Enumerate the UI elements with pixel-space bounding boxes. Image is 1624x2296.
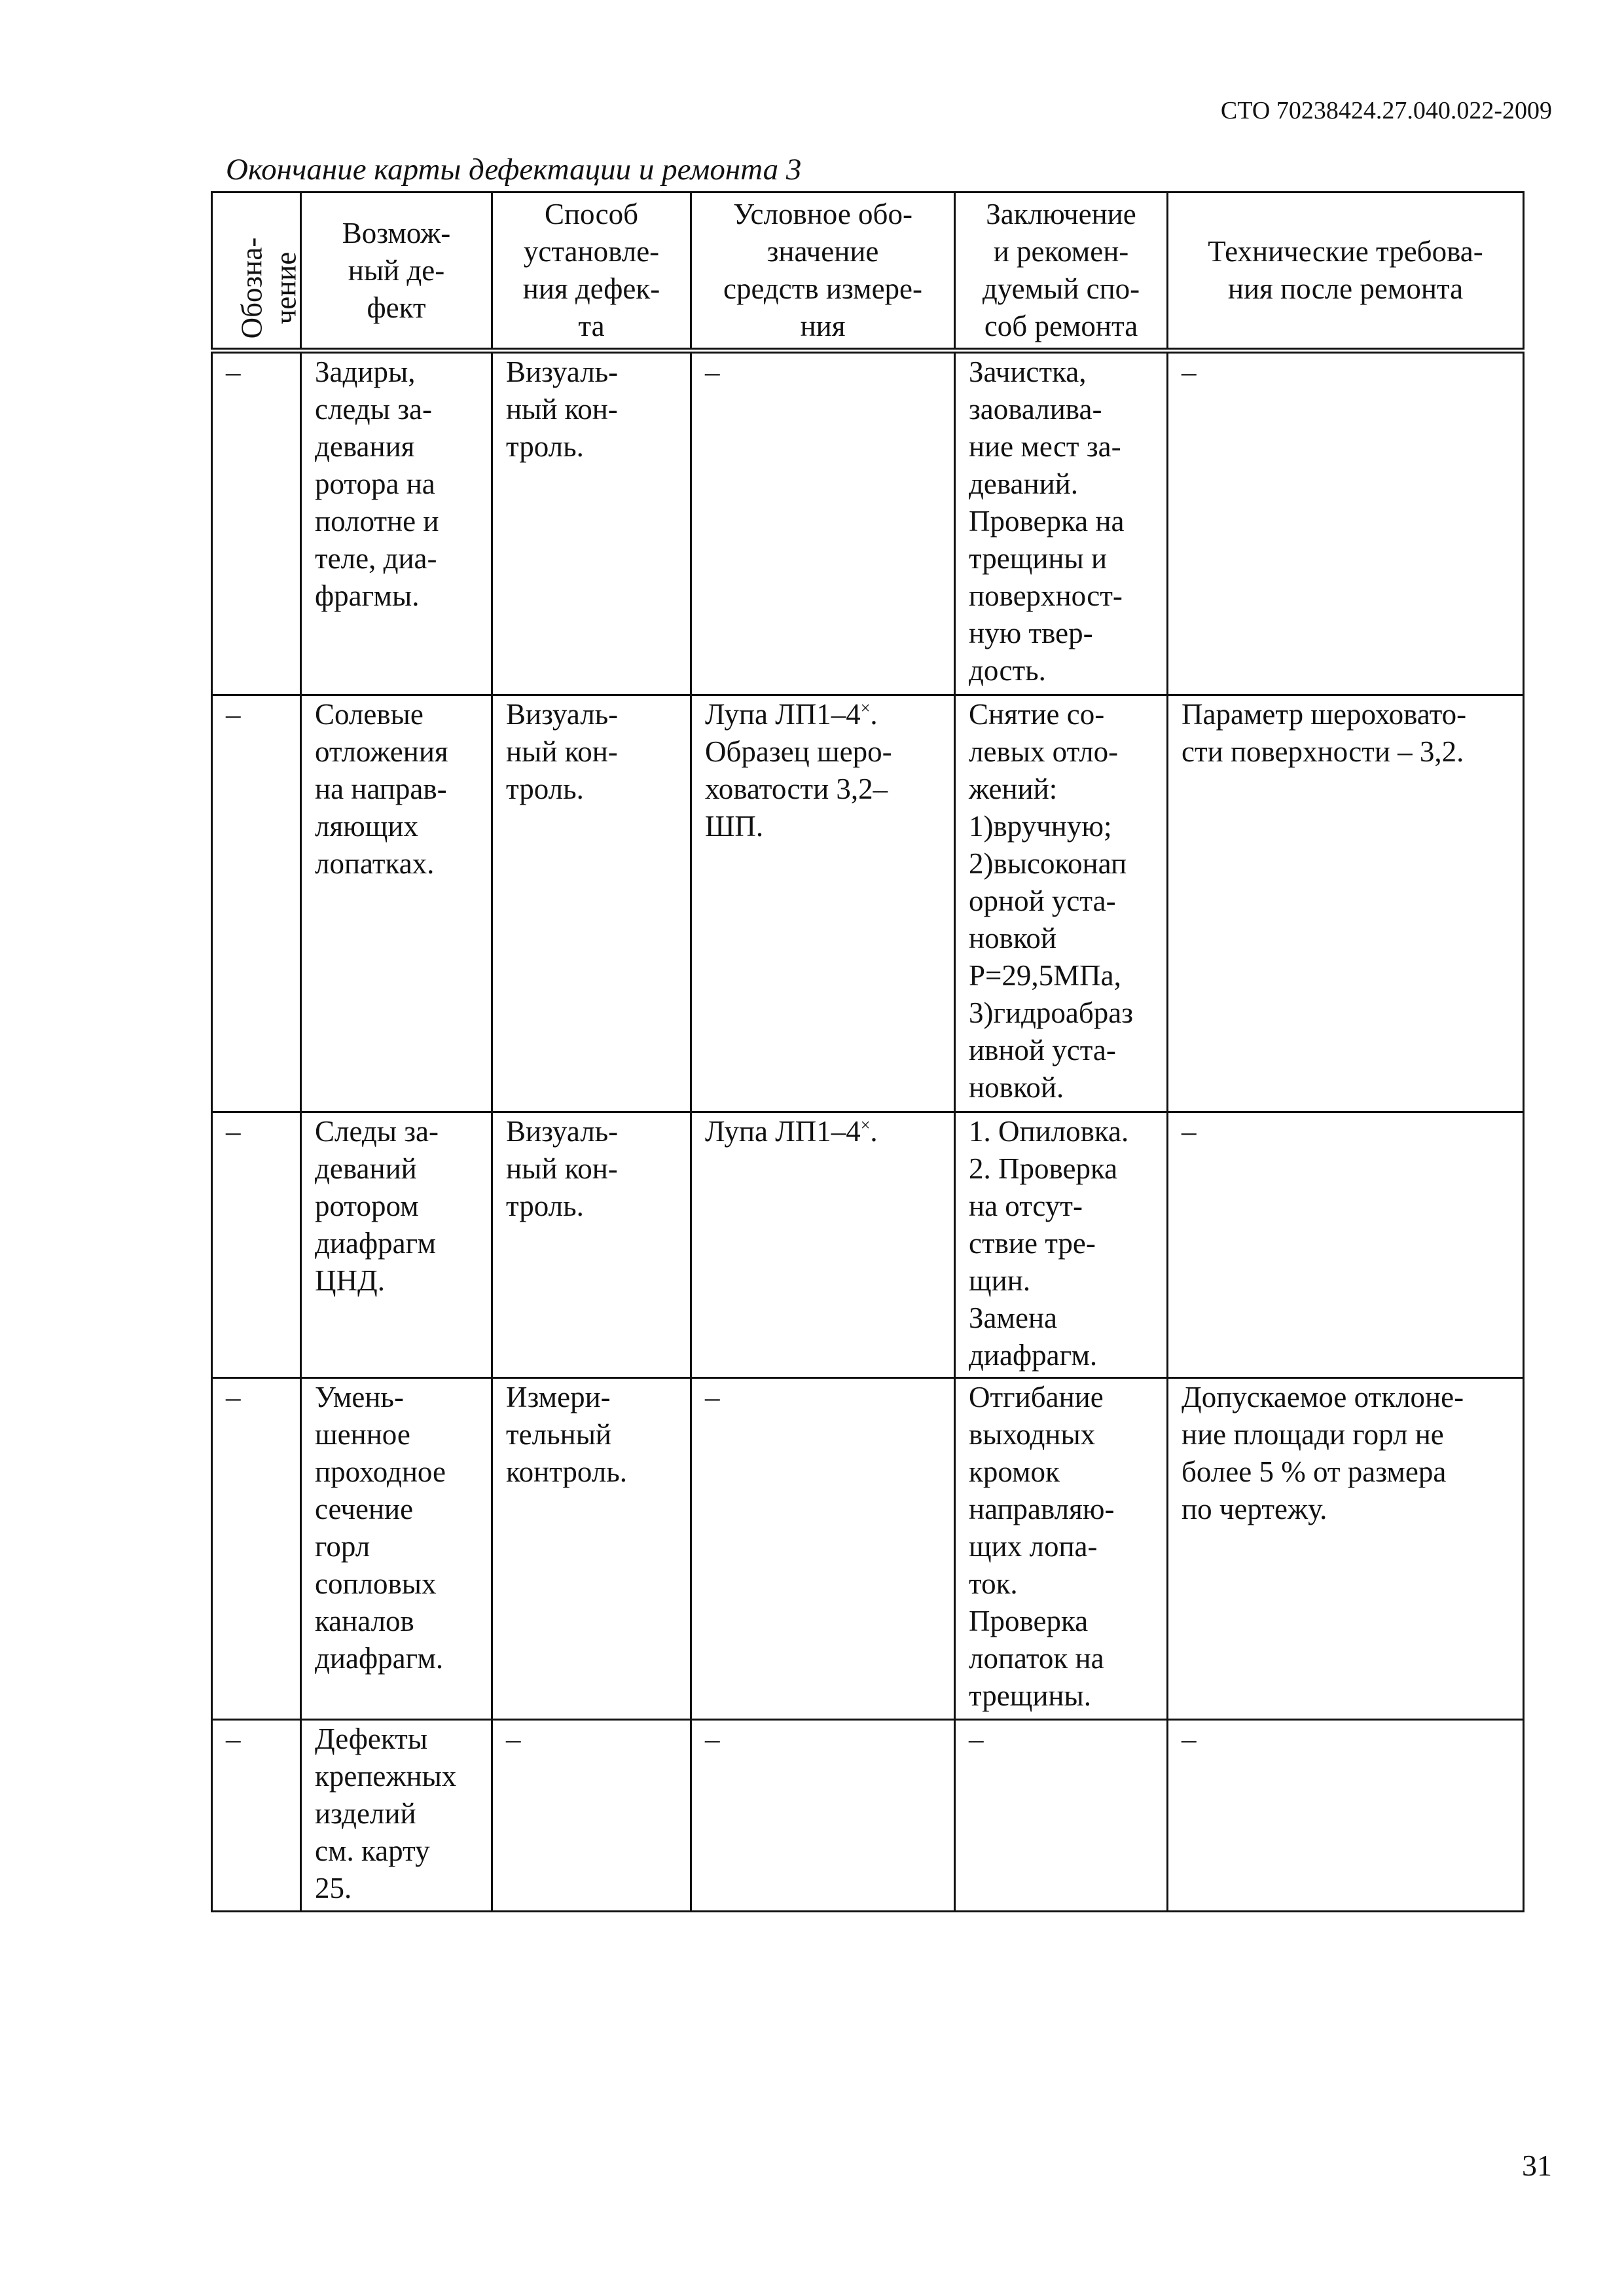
cell-defect: Следы за- деваний ротором диафрагм ЦНД. (301, 1112, 492, 1378)
cell-method: Измери- тельный контроль. (492, 1378, 691, 1720)
cell-defect: Умень- шенное проходное сечение горл сопловых каналов диафрагм. (301, 1378, 492, 1720)
header-repair: Заключение и рекомен- дуемый спо- соб ремонта (955, 192, 1168, 351)
cell-repair: Зачистка, заовалива- ние мест за- деваний. Проверка на трещины и поверхност- ную твер- дость. (955, 351, 1168, 695)
page-number: 31 (1522, 2149, 1552, 2182)
cell-designation: – (212, 1378, 301, 1720)
instrument-magnification-sup: × (860, 699, 871, 718)
table-row (212, 1112, 1524, 1378)
document-code: СТО 70238424.27.040.022-2009 (1220, 97, 1552, 124)
table-header-row (212, 192, 1524, 351)
cell-designation: – (212, 1720, 301, 1912)
cell-designation: – (212, 695, 301, 1112)
instrument-text-rest: . Образец шеро- ховатости 3,2– ШП. (705, 698, 892, 843)
cell-requirements: – (1168, 1112, 1524, 1378)
table-row (212, 1378, 1524, 1720)
cell-instrument (691, 1720, 955, 1912)
header-instrument: Условное обо- значение средств измере- ния (691, 192, 955, 351)
table-row (212, 351, 1524, 695)
instrument-text: Лупа ЛП1–4 (705, 698, 861, 731)
instrument-text-rest: . (870, 1115, 878, 1148)
instrument-text: – (705, 1381, 720, 1413)
cell-repair: – (955, 1720, 1168, 1912)
instrument-text: – (705, 1722, 720, 1755)
cell-instrument (691, 1378, 955, 1720)
instrument-magnification-sup: × (860, 1116, 871, 1135)
instrument-text: – (705, 355, 720, 388)
cell-method: Визуаль- ный кон- троль. (492, 1112, 691, 1378)
cell-instrument (691, 1112, 955, 1378)
cell-instrument (691, 351, 955, 695)
header-designation (212, 192, 301, 351)
cell-designation: – (212, 1112, 301, 1378)
defect-repair-table (211, 191, 1525, 1912)
header-detection-method: Способ установле- ния дефек- та (492, 192, 691, 351)
header-defect: Возмож- ный де- фект (301, 192, 492, 351)
cell-defect: Задиры, следы за- девания ротора на полотне и теле, диа- фрагмы. (301, 351, 492, 695)
cell-defect: Дефекты крепежных изделий см. карту 25. (301, 1720, 492, 1912)
cell-repair: Отгибание выходных кромок направляю- щих лопа- ток. Проверка лопаток на трещины. (955, 1378, 1168, 1720)
cell-method: – (492, 1720, 691, 1912)
cell-defect: Солевые отложения на направ- ляющих лопатках. (301, 695, 492, 1112)
header-designation-label: Обозна- чение (235, 237, 302, 339)
cell-requirements: – (1168, 1720, 1524, 1912)
cell-repair: 1. Опиловка. 2. Проверка на отсут- ствие тре- щин. Замена диафрагм. (955, 1112, 1168, 1378)
instrument-text: Лупа ЛП1–4 (705, 1115, 861, 1148)
table-row (212, 695, 1524, 1112)
cell-method: Визуаль- ный кон- троль. (492, 695, 691, 1112)
table-row (212, 1720, 1524, 1912)
cell-repair: Снятие со- левых отло- жений: 1)вручную; 2)высоконап орной уста- новкой Р=29,5МПа, 3)гидроабраз ивной уста- новкой. (955, 695, 1168, 1112)
cell-designation: – (212, 351, 301, 695)
cell-method: Визуаль- ный кон- троль. (492, 351, 691, 695)
cell-instrument (691, 695, 955, 1112)
header-requirements: Технические требова- ния после ремонта (1168, 192, 1524, 351)
cell-requirements: Параметр шероховато- сти поверхности – 3,2. (1168, 695, 1524, 1112)
table-caption: Окончание карты дефектации и ремонта 3 (226, 153, 802, 187)
cell-requirements: Допускаемое отклоне- ние площади горл не более 5 % от размера по чертежу. (1168, 1378, 1524, 1720)
cell-requirements: – (1168, 351, 1524, 695)
